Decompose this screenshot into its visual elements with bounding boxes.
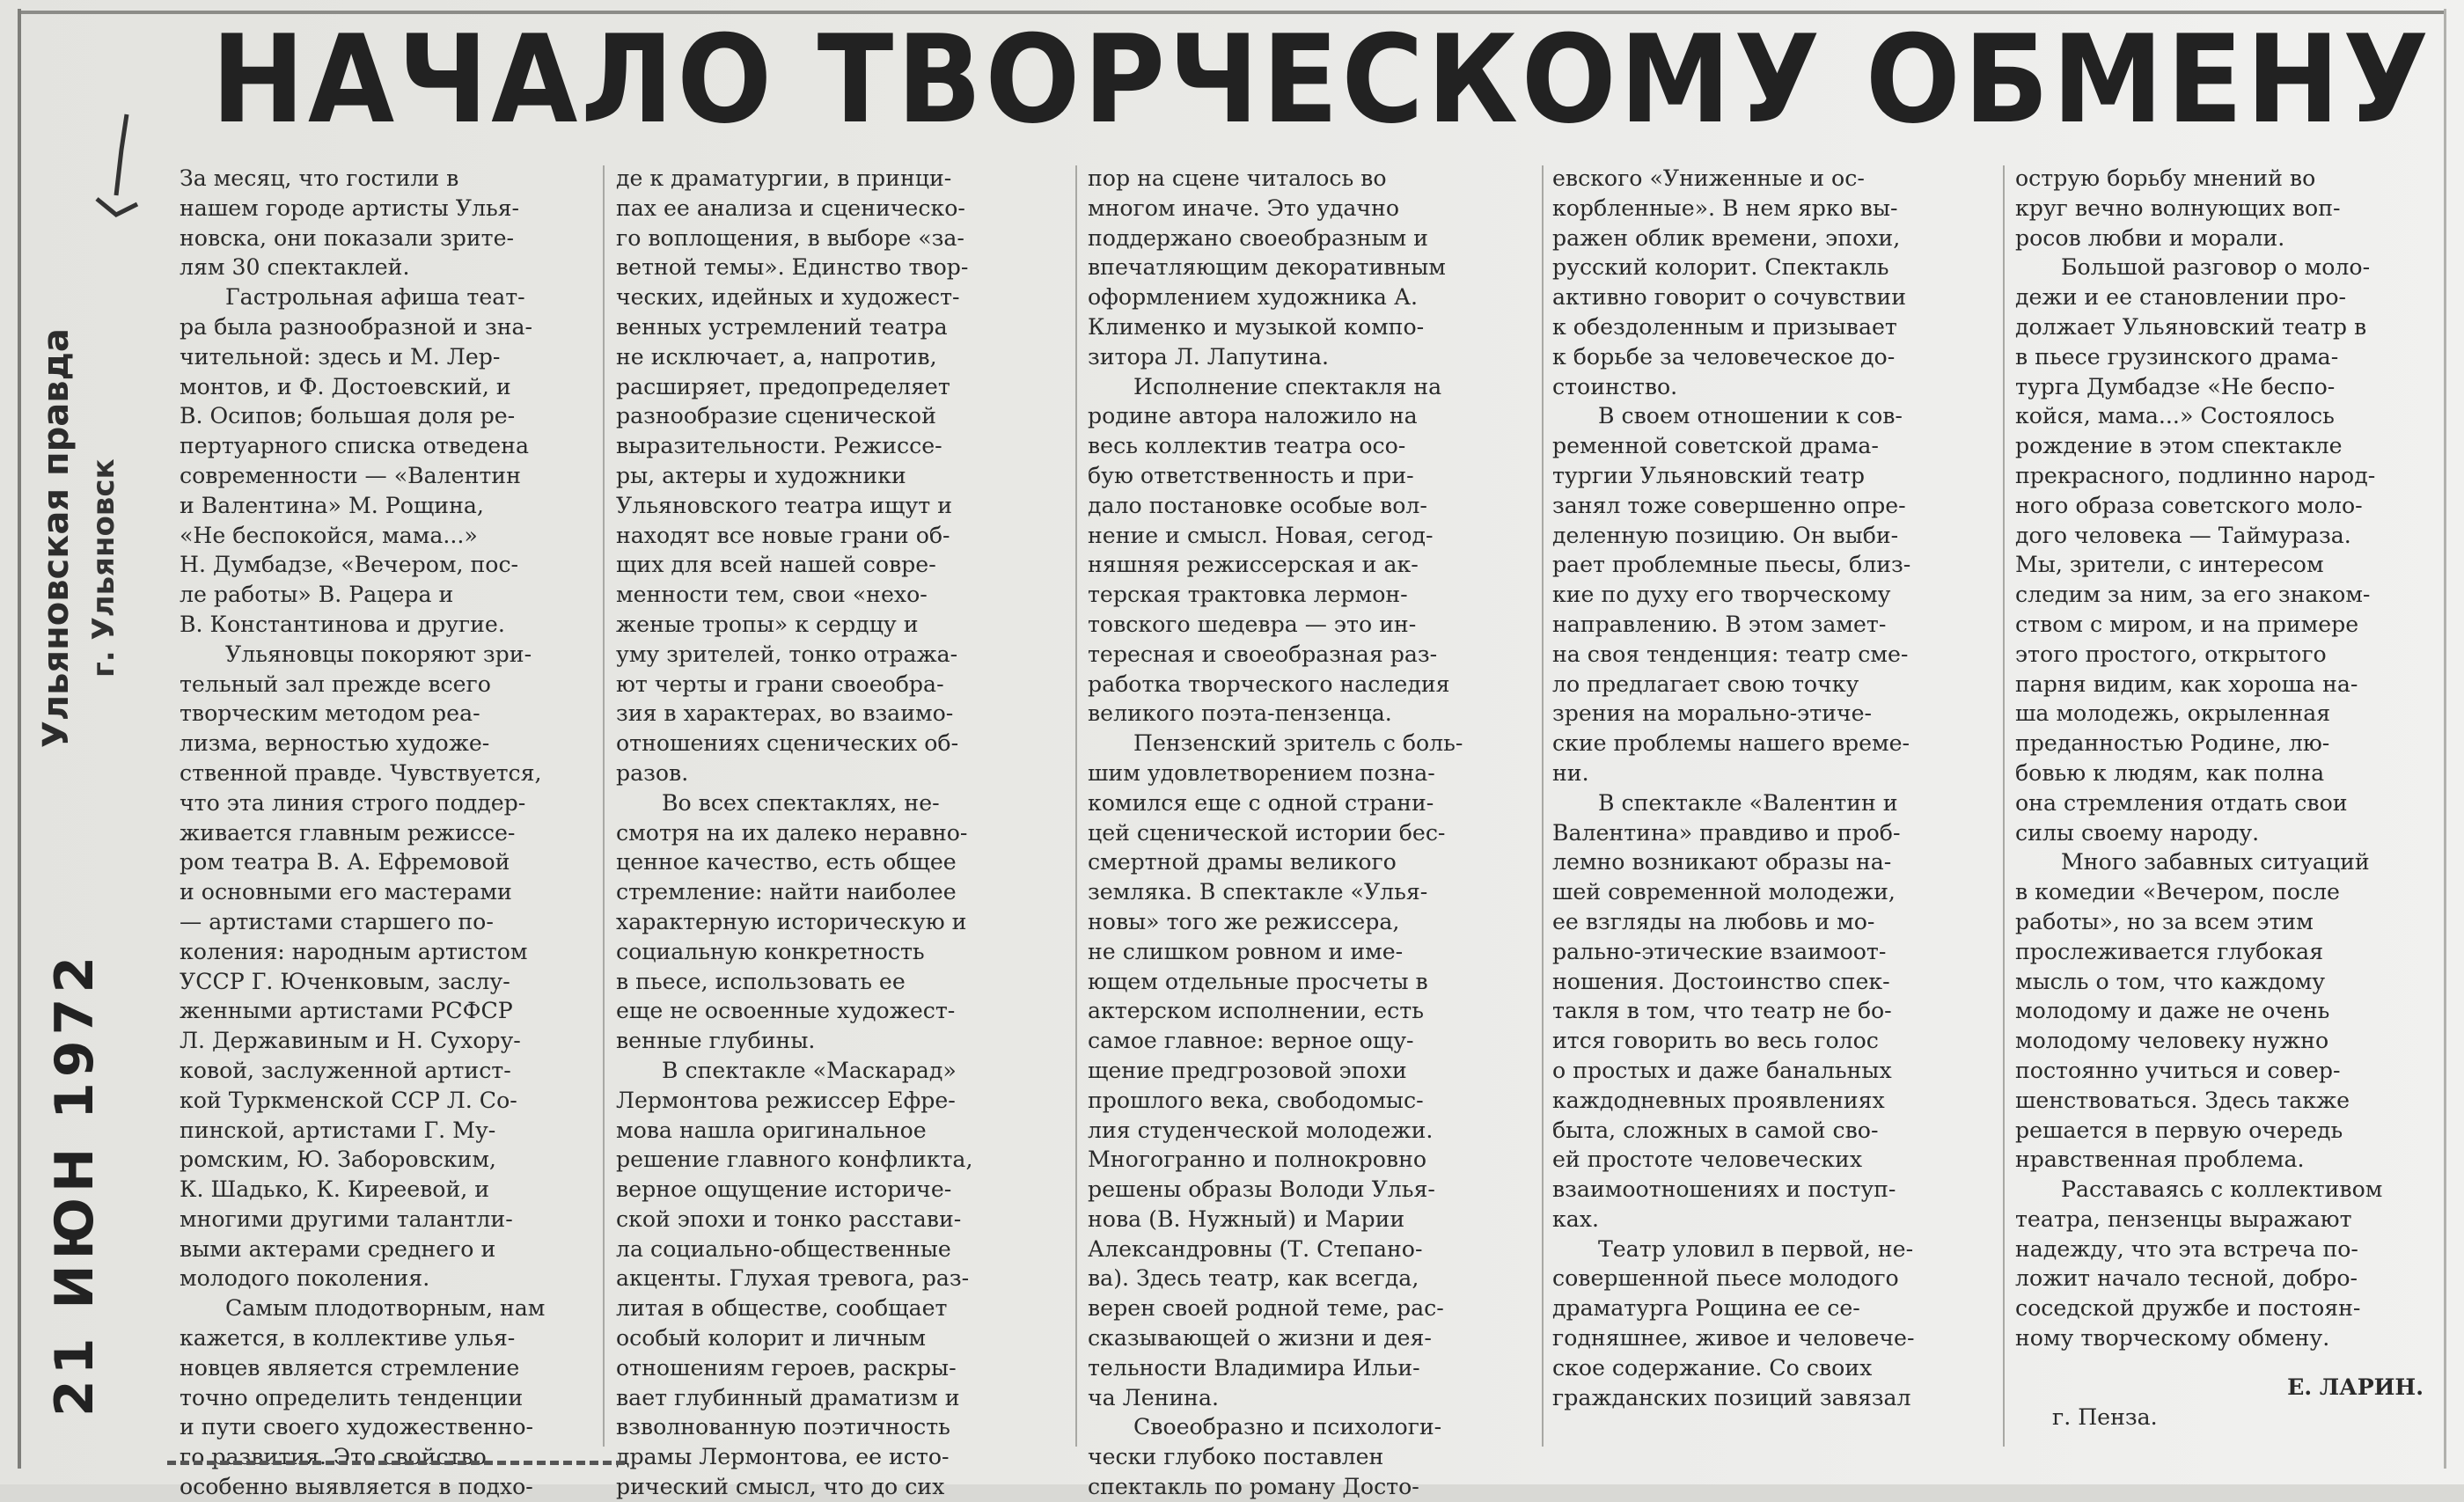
clipping-date: 21 ИЮН 1972: [44, 950, 106, 1417]
article-line: и пути своего художественно-: [180, 1414, 534, 1440]
article-line: кие по духу его творческому: [1552, 582, 1891, 608]
article-line: самое главное: верное ощу-: [1088, 1028, 1414, 1054]
article-line: ни.: [1552, 759, 1589, 786]
article-line: — артистами старшего по-: [180, 908, 494, 934]
article-line: к обездоленным и призывает: [1552, 313, 1897, 340]
article-line: выми актерами среднего и: [180, 1235, 496, 1262]
article-line: в пьесе, использовать ее: [616, 968, 906, 994]
article-line: особенно выявляется в подхо-: [180, 1474, 533, 1500]
article-line: ской эпохи и тонко расстави-: [616, 1205, 962, 1232]
pencil-arrow-icon: [92, 114, 144, 220]
article-line: шенствоваться. Здесь также: [2015, 1087, 2350, 1113]
clipping-left-edge: [18, 9, 21, 1469]
article-line: решены образы Володи Улья-: [1088, 1176, 1435, 1203]
article-line: родине автора наложило на: [1088, 403, 1418, 429]
article-line: и Валентина» М. Рощина,: [180, 492, 484, 518]
article-column-2: [616, 164, 1049, 1502]
article-line: каждодневных проявлениях: [1552, 1087, 1885, 1113]
column-rule: [2003, 165, 2005, 1447]
article-line: Пензенский зритель с боль-: [1133, 730, 1463, 757]
article-line: новска, они показали зрите-: [180, 224, 515, 251]
article-line: быта, сложных в самой сво-: [1552, 1117, 1879, 1143]
article-line: Расставаясь с коллективом: [2061, 1176, 2383, 1203]
article-line: венных устремлений театра: [616, 313, 948, 340]
article-line: преданностью Родине, лю-: [2015, 730, 2330, 757]
article-line: монтов, и Ф. Достоевский, и: [180, 373, 511, 399]
article-line: ному творческому обмену.: [2015, 1325, 2330, 1352]
article-line: прекрасного, подлинно народ-: [2015, 462, 2376, 488]
article-line: молодого поколения.: [180, 1265, 430, 1292]
article-line: стоинство.: [1552, 373, 1678, 399]
article-line: В спектакле «Валентин и: [1598, 789, 1898, 816]
article-line: нение и смысл. Новая, сегод-: [1088, 522, 1434, 548]
article-line: земляка. В спектакле «Улья-: [1088, 879, 1428, 905]
newspaper-city: г. Ульяновск: [86, 458, 121, 678]
article-line: ромским, Ю. Заборовским,: [180, 1147, 496, 1173]
article-line: театра, пензенцы выражают: [2015, 1205, 2352, 1232]
article-line: в комедии «Вечером, после: [2015, 879, 2340, 905]
article-line: ках.: [1552, 1205, 1599, 1232]
article-line: силы своему народу.: [2015, 819, 2260, 846]
article-line: Во всех спектаклях, не-: [662, 789, 940, 816]
article-line: де к драматургии, в принци-: [616, 165, 952, 191]
article-line: драматурга Рощина ее се-: [1552, 1295, 1860, 1322]
article-line: тельности Владимира Ильи-: [1088, 1354, 1420, 1381]
article-line: деленную позицию. Он выби-: [1552, 522, 1899, 548]
article-line: ственной правде. Чувствуется,: [180, 759, 542, 786]
article-line: ские проблемы нашего време-: [1552, 730, 1910, 757]
article-line: дого человека — Таймураза.: [2015, 522, 2351, 548]
article-line: Своеобразно и психологи-: [1133, 1414, 1442, 1440]
article-line: тургии Ульяновский театр: [1552, 462, 1865, 488]
article-line: Лермонтова режиссер Ефре-: [616, 1087, 956, 1113]
article-line: ло предлагает свою точку: [1552, 670, 1859, 697]
article-line: Л. Державиным и Н. Сухору-: [180, 1028, 521, 1054]
article-line: зитора Л. Лапутина.: [1088, 343, 1329, 370]
article-line: евского «Униженные и ос-: [1552, 165, 1865, 191]
article-line: ее взгляды на любовь и мо-: [1552, 908, 1875, 934]
article-line: Н. Думбадзе, «Вечером, пос-: [180, 552, 519, 578]
article-line: многими другими талантли-: [180, 1205, 513, 1232]
article-line: стремление: найти наиболее: [616, 879, 957, 905]
article-line: коления: народным артистом: [180, 938, 528, 964]
article-line: разов.: [616, 759, 689, 786]
newspaper-name: Ульяновская правда: [36, 328, 77, 748]
article-line: ле работы» В. Рацера и: [180, 582, 454, 608]
article-line: русский колорит. Спектакль: [1552, 254, 1889, 281]
article-line: В своем отношении к сов-: [1598, 403, 1903, 429]
article-line: верное ощущение историче-: [616, 1176, 952, 1203]
article-line: прослеживается глубокая: [2015, 938, 2324, 964]
margin-stamp: [35, 328, 150, 1417]
article-line: лия студенческой молодежи.: [1088, 1117, 1434, 1143]
article-line: гражданских позиций завязал: [1552, 1384, 1911, 1410]
article-line: терская трактовка лермон-: [1088, 582, 1408, 608]
article-line: ром театра В. А. Ефремовой: [180, 849, 510, 876]
article-line: отношениях сценических об-: [616, 730, 959, 757]
article-line: выразительности. Режиссе-: [616, 433, 942, 459]
article-line: пертуарного списка отведена: [180, 433, 529, 459]
article-line: зия в характерах, во взаимо-: [616, 700, 954, 727]
article-line: зрения на морально-этиче-: [1552, 700, 1873, 727]
article-column-3: [1088, 164, 1521, 1502]
article-line: лизма, верностью художе-: [180, 730, 490, 757]
article-line: го развития. Это свойство: [180, 1444, 487, 1470]
article-line: творческим методом реа-: [180, 700, 480, 727]
article-line: надежду, что эта встреча по-: [2015, 1235, 2358, 1262]
article-line: ношения. Достоинство спек-: [1552, 968, 1890, 994]
article-line: Театр уловил в первой, не-: [1598, 1235, 1914, 1262]
article-line: должает Ульяновский театр в: [2015, 313, 2367, 340]
article-line: парня видим, как хороша на-: [2015, 670, 2358, 697]
article-line: бовью к людям, как полна: [2015, 759, 2325, 786]
article-line: социальную конкретность: [616, 938, 925, 964]
article-line: ющем отдельные просчеты в: [1088, 968, 1428, 994]
article-line: великого поэта-пензенца.: [1088, 700, 1392, 727]
article-line: работы», но за всем этим: [2015, 908, 2314, 934]
article-line: она стремления отдать свои: [2015, 789, 2348, 816]
article-line: комился еще с одной страни-: [1088, 789, 1434, 816]
article-line: этого простого, открытого: [2015, 641, 2327, 667]
article-line: акценты. Глухая тревога, раз-: [616, 1265, 970, 1292]
article-line: койся, мама...» Состоялось: [2015, 403, 2335, 429]
article-line: чески глубоко поставлен: [1088, 1444, 1384, 1470]
author-city: г. Пенза.: [2052, 1403, 2158, 1430]
article-line: «Не беспокойся, мама...»: [180, 522, 478, 548]
article-line: круг вечно волнующих воп-: [2015, 194, 2341, 221]
article-line: ложит начало тесной, добро-: [2015, 1265, 2358, 1292]
article-line: Многогранно и полнокровно: [1088, 1147, 1427, 1173]
article-line: корбленные». В нем ярко вы-: [1552, 194, 1898, 221]
article-line: прошлого века, свободомыс-: [1088, 1087, 1424, 1113]
article-line: ют черты и грани своеобра-: [616, 670, 944, 697]
article-line: работка творческого наследия: [1088, 670, 1450, 697]
article-line: совершенной пьесе молодого: [1552, 1265, 1899, 1292]
article-line: соседской дружбе и постоян-: [2015, 1295, 2361, 1322]
article-line: рождение в этом спектакле: [2015, 433, 2343, 459]
article-line: УССР Г. Юченковым, заслу-: [180, 968, 510, 994]
article-line: взаимоотношениях и поступ-: [1552, 1176, 1896, 1203]
article-line: ного образа советского моло-: [2015, 492, 2363, 518]
article-line: цей сценической истории бес-: [1088, 819, 1446, 846]
article-line: к борьбе за человеческое до-: [1552, 343, 1896, 370]
article-line: литая в обществе, сообщает: [616, 1295, 948, 1322]
article-line: ва). Здесь театр, как всегда,: [1088, 1265, 1419, 1292]
article-line: дежи и ее становлении про-: [2015, 284, 2347, 311]
article-line: уму зрителей, тонко отража-: [616, 641, 958, 667]
author-signature: Е. ЛАРИН.: [2287, 1373, 2424, 1400]
article-line: кажется, в коллективе улья-: [180, 1325, 516, 1352]
article-line: Много забавных ситуаций: [2061, 849, 2370, 876]
article-line: Ульяновского театра ищут и: [616, 492, 953, 518]
article-column-4: [1552, 164, 1982, 1412]
article-line: новы» того же режиссера,: [1088, 908, 1400, 934]
article-line: чительной: здесь и М. Лер-: [180, 343, 501, 370]
article-line: Самым плодотворным, нам: [225, 1295, 546, 1322]
article-line: расширяет, предопределяет: [616, 373, 950, 399]
article-line: Ульяновцы покоряют зри-: [225, 641, 532, 667]
article-line: Исполнение спектакля на: [1133, 373, 1442, 399]
article-line: современности — «Валентин: [180, 462, 521, 488]
article-line: ческих, идейных и художест-: [616, 284, 960, 311]
article-line: и основными его мастерами: [180, 879, 512, 905]
article-line: весь коллектив театра осо-: [1088, 433, 1406, 459]
article-line: ры, актеры и художники: [616, 462, 906, 488]
column-rule: [603, 165, 605, 1447]
article-line: В. Осипов; большая доля ре-: [180, 403, 516, 429]
article-line: спектакль по роману Досто-: [1088, 1474, 1419, 1500]
article-line: живается главным режиссе-: [180, 819, 516, 846]
article-line: верен своей родной теме, рас-: [1088, 1295, 1444, 1322]
article-line: К. Шадько, К. Киреевой, и: [180, 1176, 490, 1203]
article-line: В спектакле «Маскарад»: [662, 1057, 957, 1083]
article-line: турга Думбадзе «Не беспо-: [2015, 373, 2336, 399]
article-line: ковой, заслуженной артист-: [180, 1057, 511, 1083]
article-line: ременной советской драма-: [1552, 433, 1879, 459]
article-line: мысль о том, что каждому: [2015, 968, 2326, 994]
article-line: точно определить тенденции: [180, 1384, 524, 1410]
article-line: острую борьбу мнений во: [2015, 165, 2316, 191]
article-line: Валентина» правдиво и проб-: [1552, 819, 1901, 846]
article-line: постоянно учиться и совер-: [2015, 1057, 2341, 1083]
article-line: актерском исполнении, есть: [1088, 998, 1424, 1024]
article-line: шей современной молодежи,: [1552, 879, 1896, 905]
article-line: тельный зал прежде всего: [180, 670, 491, 697]
article-column-5: [2015, 164, 2446, 1432]
article-line: впечатляющим декоративным: [1088, 254, 1446, 281]
article-line: особый колорит и личным: [616, 1325, 927, 1352]
article-line: рает проблемные пьесы, близ-: [1552, 552, 1911, 578]
article-line: не слишком ровном и име-: [1088, 938, 1404, 964]
article-line: такля в том, что театр не бо-: [1552, 998, 1892, 1024]
article-line: товского шедевра — это ин-: [1088, 611, 1417, 637]
article-line: ское содержание. Со своих: [1552, 1354, 1873, 1381]
bottom-rule: [167, 1461, 625, 1465]
article-column-1: [180, 164, 586, 1502]
article-line: еще не освоенные художест-: [616, 998, 956, 1024]
article-line: рический смысл, что до сих: [616, 1474, 945, 1500]
article-line: Мы, зрители, с интересом: [2015, 552, 2324, 578]
article-line: что эта линия строго поддер-: [180, 789, 526, 816]
headline: НАЧАЛО ТВОРЧЕСКОМУ ОБМЕНУ: [211, 9, 2432, 150]
article-line: ла социально-общественные: [616, 1235, 951, 1262]
article-line: кой Туркменской ССР Л. Со-: [180, 1087, 517, 1113]
article-line: отношениям героев, раскры-: [616, 1354, 957, 1381]
article-line: ценное качество, есть общее: [616, 849, 957, 876]
article-line: молодому и даже не очень: [2015, 998, 2330, 1024]
column-rule: [1075, 165, 1077, 1447]
article-line: на своя тенденция: театр сме-: [1552, 641, 1909, 667]
article-line: бую ответственность и при-: [1088, 462, 1414, 488]
article-line: няшняя режиссерская и ак-: [1088, 552, 1419, 578]
article-line: дало постановке особые вол-: [1088, 492, 1427, 518]
article-line: го воплощения, в выборе «за-: [616, 224, 964, 251]
article-line: смотря на их далеко неравно-: [616, 819, 968, 846]
article-line: ра была разнообразной и зна-: [180, 313, 533, 340]
article-line: о простых и даже банальных: [1552, 1057, 1892, 1083]
article-line: поддержано своеобразным и: [1088, 224, 1428, 251]
article-line: Гастрольная афиша теат-: [225, 284, 525, 311]
article-line: За месяц, что гостили в: [180, 165, 459, 191]
article-line: оформлением художника А.: [1088, 284, 1419, 311]
article-line: лемно возникают образы на-: [1552, 849, 1892, 876]
article-line: занял тоже совершенно опре-: [1552, 492, 1906, 518]
article-line: Клименко и музыкой компо-: [1088, 313, 1425, 340]
article-line: пинской, артистами Г. Му-: [180, 1117, 496, 1143]
article-line: щение предгрозовой эпохи: [1088, 1057, 1407, 1083]
article-line: разнообразие сценической: [616, 403, 936, 429]
article-line: ей простоте человеческих: [1552, 1147, 1863, 1173]
article-line: росов любви и морали.: [2015, 224, 2285, 251]
article-line: ражен облик времени, эпохи,: [1552, 224, 1901, 251]
article-line: рально-этические взаимоот-: [1552, 938, 1887, 964]
article-line: активно говорит о сочувствии: [1552, 284, 1907, 311]
article-line: нова (В. Нужный) и Марии: [1088, 1205, 1405, 1232]
article-line: Большой разговор о моло-: [2061, 254, 2371, 281]
article-line: ится говорить во весь голос: [1552, 1028, 1879, 1054]
article-line: следим за ним, за его знаком-: [2015, 582, 2371, 608]
article-line: пор на сцене читалось во: [1088, 165, 1387, 191]
article-line: годняшнее, живое и человече-: [1552, 1325, 1915, 1352]
article-line: венные глубины.: [616, 1028, 816, 1054]
article-line: находят все новые грани об-: [616, 522, 950, 548]
article-line: лям 30 спектаклей.: [180, 254, 410, 281]
article-line: В. Константинова и другие.: [180, 611, 505, 637]
article-line: драмы Лермонтова, ее исто-: [616, 1444, 950, 1470]
article-line: нашем городе артисты Улья-: [180, 194, 520, 221]
article-line: новцев является стремление: [180, 1354, 520, 1381]
article-line: направлению. В этом замет-: [1552, 611, 1887, 637]
article-line: ша молодежь, окрыленная: [2015, 700, 2331, 727]
article-line: ветной темы». Единство твор-: [616, 254, 969, 281]
article-line: ча Ленина.: [1088, 1384, 1219, 1410]
article-line: щих для всей нашей совре-: [616, 552, 936, 578]
article-line: шим удовлетворением позна-: [1088, 759, 1435, 786]
column-rule: [1542, 165, 1544, 1447]
article-line: многом иначе. Это удачно: [1088, 194, 1399, 221]
article-line: мова нашла оригинальное: [616, 1117, 927, 1143]
article-line: молодому человеку нужно: [2015, 1028, 2329, 1054]
article-line: ством с миром, и на примере: [2015, 611, 2359, 637]
article-line: характерную историческую и: [616, 908, 967, 934]
article-line: сказывающей о жизни и дея-: [1088, 1325, 1432, 1352]
article-line: нравственная проблема.: [2015, 1147, 2305, 1173]
article-line: смертной драмы великого: [1088, 849, 1397, 876]
article-line: взволнованную поэтичность: [616, 1414, 950, 1440]
article-line: тересная и своеобразная раз-: [1088, 641, 1438, 667]
article-line: решается в первую очередь: [2015, 1117, 2343, 1143]
article-line: пах ее анализа и сценическо-: [616, 194, 965, 221]
article-line: не исключает, а, напротив,: [616, 343, 937, 370]
article-line: женными артистами РСФСР: [180, 998, 513, 1024]
article-line: женые тропы» к сердцу и: [616, 611, 919, 637]
article-line: в пьесе грузинского драма-: [2015, 343, 2339, 370]
article-line: Александровны (Т. Степано-: [1088, 1235, 1423, 1262]
article-line: менности тем, свои «нехо-: [616, 582, 928, 608]
article-line: решение главного конфликта,: [616, 1147, 973, 1173]
article-line: вает глубинный драматизм и: [616, 1384, 960, 1410]
